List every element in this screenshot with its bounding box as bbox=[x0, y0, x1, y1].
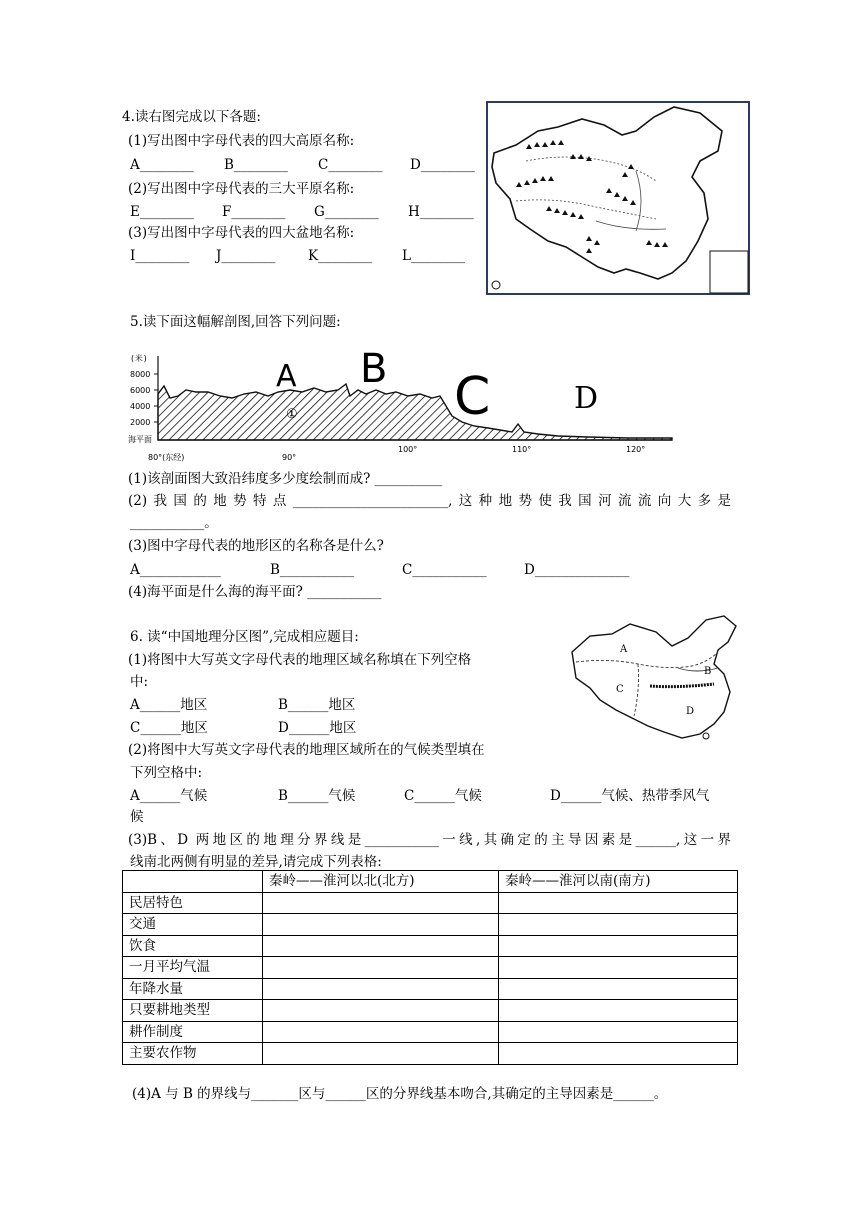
answer-cell-south[interactable] bbox=[499, 892, 738, 914]
row-label: 耕作制度 bbox=[123, 1021, 263, 1043]
q6-sub2-cont: 下列空格中: bbox=[130, 765, 203, 781]
answer-cell-south[interactable] bbox=[499, 935, 738, 957]
row-label: 民居特色 bbox=[123, 892, 263, 914]
profile-unit: (米) bbox=[130, 354, 148, 363]
x-tick-110: 110° bbox=[512, 445, 532, 454]
q6-answer-b-region[interactable]: B______地区 bbox=[278, 697, 356, 713]
x-tick-120: 120° bbox=[626, 445, 646, 454]
q6-sub4: (4)A 与 B 的界线与_______区与______区的分界线基本吻合,其确定的主导因素是______。 bbox=[132, 1086, 668, 1102]
q4-sub2: (2)写出图中字母代表的三大平原名称: bbox=[128, 181, 355, 197]
answer-cell-north[interactable] bbox=[263, 1043, 499, 1065]
answer-cell-south[interactable] bbox=[499, 1000, 738, 1022]
answer-cell-north[interactable] bbox=[263, 914, 499, 936]
x-tick-100: 100° bbox=[398, 445, 418, 454]
region-letter-b: B bbox=[704, 666, 712, 677]
q6-answer-d-climate-cont: 候 bbox=[130, 809, 144, 825]
profile-letter-c: C bbox=[454, 367, 491, 427]
q4-answer-i[interactable]: I________ bbox=[130, 248, 190, 264]
answer-cell-north[interactable] bbox=[263, 1000, 499, 1022]
q5-answer-d[interactable]: D______________ bbox=[524, 562, 630, 578]
table-header-north: 秦岭——淮河以北(北方) bbox=[263, 871, 499, 893]
q4-answer-l[interactable]: L________ bbox=[402, 248, 465, 264]
q5-answer-b[interactable]: B___________ bbox=[270, 562, 355, 578]
q4-answer-d[interactable]: D________ bbox=[410, 157, 475, 173]
y-tick-6000: 6000 bbox=[130, 386, 151, 395]
q5-sub3: (3)图中字母代表的地形区的名称各是什么? bbox=[128, 538, 384, 554]
q6-answer-b-climate[interactable]: B______气候 bbox=[278, 788, 356, 804]
table-header-cell bbox=[123, 871, 263, 893]
q4-answer-c[interactable]: C________ bbox=[318, 157, 383, 173]
answer-cell-south[interactable] bbox=[499, 1021, 738, 1043]
north-south-table bbox=[122, 870, 738, 1065]
y-tick-8000: 8000 bbox=[130, 370, 151, 379]
profile-letter-a: A bbox=[276, 359, 297, 394]
table-header-south: 秦岭——淮河以南(南方) bbox=[499, 871, 738, 893]
y-tick-4000: 4000 bbox=[130, 402, 151, 411]
q4-answer-j[interactable]: J________ bbox=[216, 248, 276, 264]
row-label: 交通 bbox=[123, 914, 263, 936]
terrain-profile bbox=[128, 336, 674, 464]
row-label: 主要农作物 bbox=[123, 1043, 263, 1065]
table-row bbox=[123, 892, 738, 914]
answer-cell-south[interactable] bbox=[499, 914, 738, 936]
row-label: 年降水量 bbox=[123, 978, 263, 1000]
q5-sub2: (2)我国的地势特点_______________________,这种地势使我国河流流向大多是 bbox=[128, 493, 731, 509]
answer-cell-north[interactable] bbox=[263, 957, 499, 979]
q6-sub2: (2)将图中大写英文字母代表的地理区域所在的气候类型填在 bbox=[128, 742, 485, 758]
table-row bbox=[123, 957, 738, 979]
q5-answer-c[interactable]: C___________ bbox=[402, 562, 487, 578]
y-tick-sea-level: 海平面 bbox=[128, 435, 152, 444]
q5-answer-a[interactable]: A____________ bbox=[130, 562, 221, 578]
row-label: 一月平均气温 bbox=[123, 957, 263, 979]
answer-cell-south[interactable] bbox=[499, 957, 738, 979]
china-terrain-map bbox=[486, 101, 750, 295]
q6-answer-a-region[interactable]: A______地区 bbox=[130, 697, 208, 713]
answer-cell-south[interactable] bbox=[499, 978, 738, 1000]
q4-answer-b[interactable]: B________ bbox=[224, 157, 288, 173]
table-row bbox=[123, 1000, 738, 1022]
table-row bbox=[123, 935, 738, 957]
q6-sub3: (3)B、D 两地区的地理分界线是___________一线,其确定的主导因素是______,这一界 bbox=[128, 832, 731, 848]
q5-sub4: (4)海平面是什么海的海平面? ___________ bbox=[128, 584, 382, 600]
q4-answer-h[interactable]: H________ bbox=[408, 204, 474, 220]
answer-cell-south[interactable] bbox=[499, 1043, 738, 1065]
q4-title: 4.读右图完成以下各题: bbox=[122, 109, 261, 125]
x-tick-80: 80°(东经) bbox=[148, 453, 185, 462]
china-regions-map bbox=[568, 612, 744, 746]
q4-answer-a[interactable]: A________ bbox=[130, 157, 194, 173]
profile-letter-b: B bbox=[360, 346, 388, 392]
answer-cell-north[interactable] bbox=[263, 1021, 499, 1043]
table-header-row bbox=[123, 871, 738, 893]
answer-cell-north[interactable] bbox=[263, 892, 499, 914]
q6-answer-c-region[interactable]: C______地区 bbox=[130, 720, 208, 736]
profile-letter-d: D bbox=[574, 381, 599, 416]
q6-answer-c-climate[interactable]: C______气候 bbox=[404, 788, 482, 804]
table-row bbox=[123, 978, 738, 1000]
table-row bbox=[123, 1021, 738, 1043]
q6-title: 6. 读“中国地理分区图”,完成相应题目: bbox=[130, 629, 359, 645]
answer-cell-north[interactable] bbox=[263, 978, 499, 1000]
q4-answer-f[interactable]: F________ bbox=[222, 204, 286, 220]
q5-sub1: (1)该剖面图大致沿纬度多少度绘制而成? __________ bbox=[128, 471, 443, 487]
x-tick-90: 90° bbox=[282, 453, 297, 462]
q5-sub2-blank[interactable]: ___________。 bbox=[130, 515, 218, 531]
region-letter-c: C bbox=[616, 684, 624, 695]
q6-answer-d-climate[interactable]: D______气候、热带季风气 bbox=[550, 788, 710, 804]
q4-answer-k[interactable]: K________ bbox=[308, 248, 373, 264]
q5-title: 5.读下面这幅解剖图,回答下列问题: bbox=[130, 314, 341, 330]
q6-answer-a-climate[interactable]: A______气候 bbox=[130, 788, 208, 804]
row-label: 只要耕地类型 bbox=[123, 1000, 263, 1022]
profile-marker-1: ① bbox=[286, 407, 298, 422]
q6-sub1: (1)将图中大写英文字母代表的地理区域名称填在下列空格 bbox=[128, 652, 472, 668]
region-letter-a: A bbox=[620, 644, 628, 655]
q6-answer-d-region[interactable]: D______地区 bbox=[278, 720, 357, 736]
q6-sub3-cont: 线南北两侧有明显的差异,请完成下列表格: bbox=[130, 854, 382, 870]
y-tick-2000: 2000 bbox=[130, 418, 151, 427]
table-row bbox=[123, 1043, 738, 1065]
q4-sub1: (1)写出图中字母代表的四大高原名称: bbox=[128, 133, 355, 149]
q4-answer-g[interactable]: G________ bbox=[314, 204, 379, 220]
q6-sub1-cont: 中: bbox=[130, 674, 149, 690]
answer-cell-north[interactable] bbox=[263, 935, 499, 957]
row-label: 饮食 bbox=[123, 935, 263, 957]
q4-answer-e[interactable]: E________ bbox=[130, 204, 194, 220]
q4-sub3: (3)写出图中字母代表的四大盆地名称: bbox=[128, 225, 355, 241]
region-letter-d: D bbox=[686, 706, 695, 717]
table-row bbox=[123, 914, 738, 936]
